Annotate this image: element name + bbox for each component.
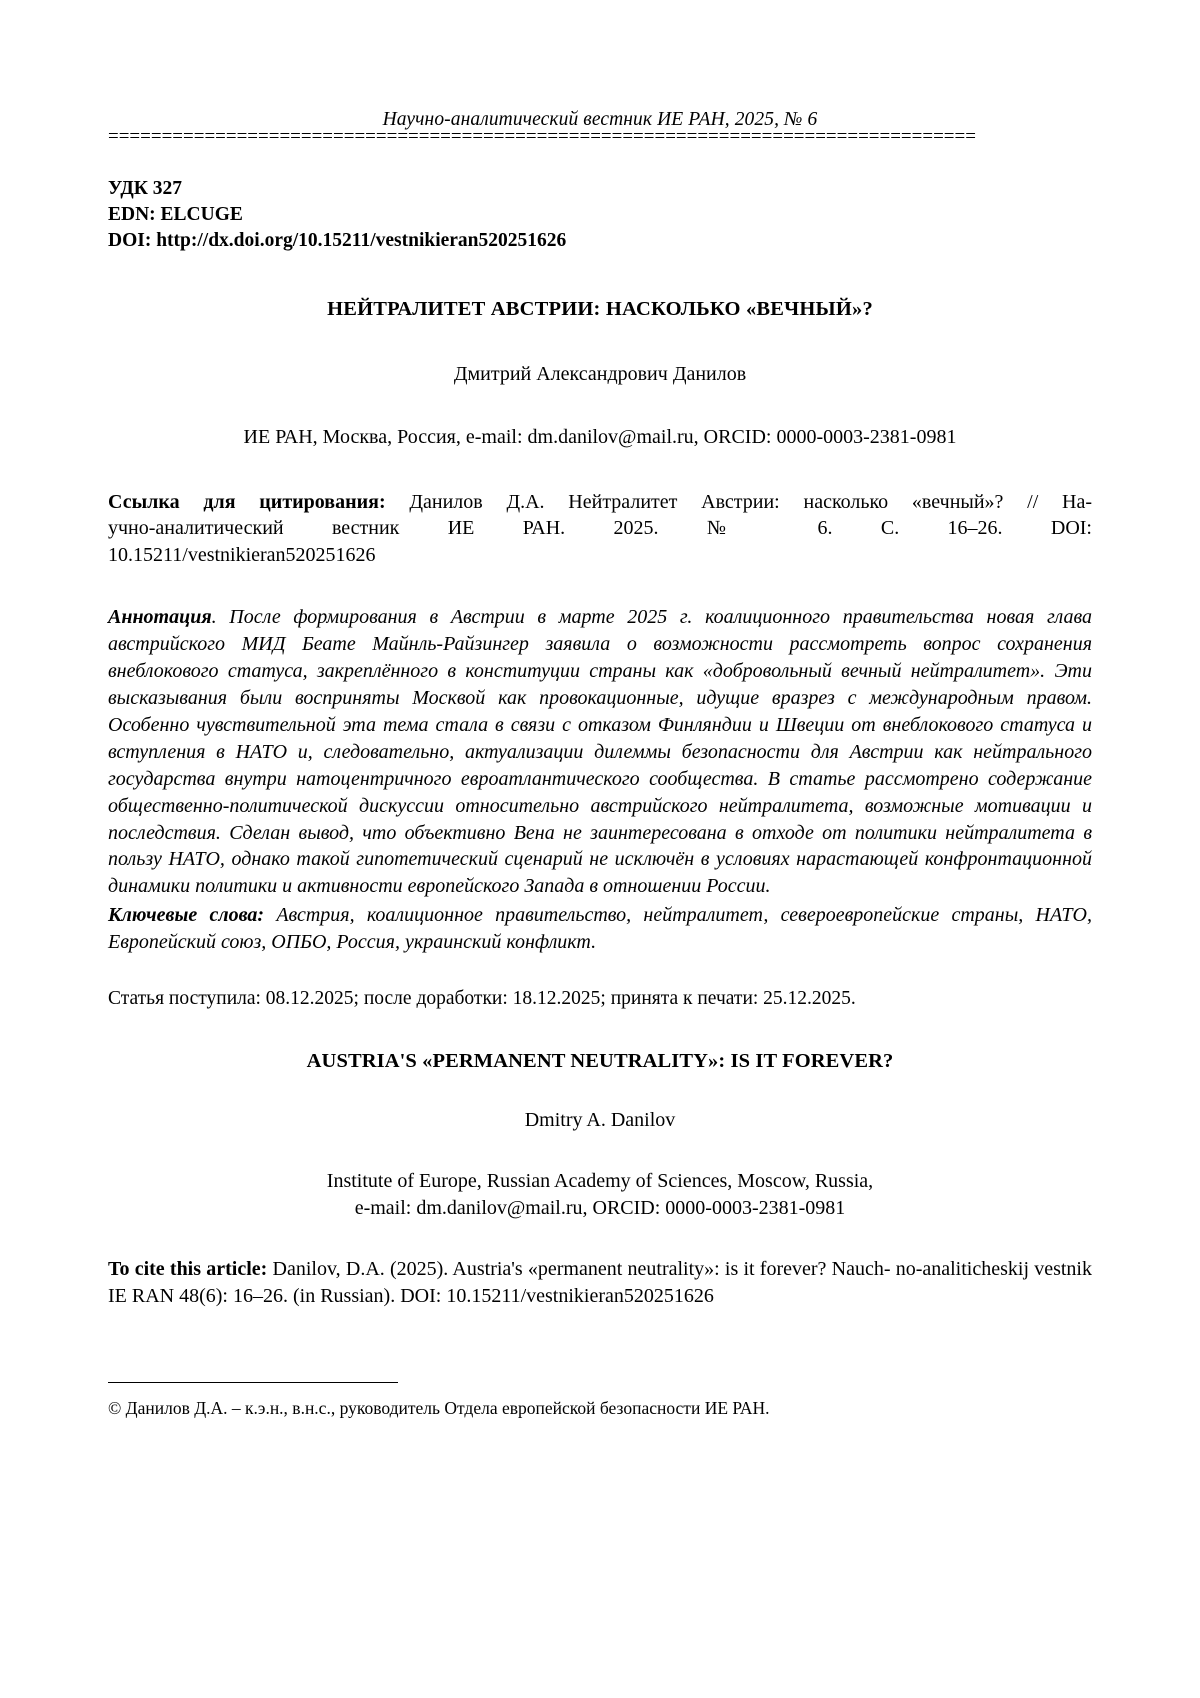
author-name-en: Dmitry A. Danilov (524, 1108, 676, 1131)
running-head: Научно-аналитический вестник ИЕ РАН, 2025, № 6 (382, 109, 818, 130)
citation-block-en (108, 1256, 1092, 1309)
cite-label-en: To cite this article: (108, 1257, 268, 1280)
edn-code: EDN: ELCUGE (108, 204, 243, 226)
submission-dates: Статья поступила: 08.12.2025; после доработки: 18.12.2025; принята к печати: 25.12.2025. (108, 987, 856, 1009)
udk-code: УДК 327 (108, 178, 183, 200)
author-name-ru: Дмитрий Александрович Данилов (453, 362, 747, 385)
affiliation-line-2: e-mail: dm.danilov@mail.ru, ORCID: 0000-0003-2381-0981 (354, 1196, 846, 1219)
cite-line-3: 10.15211/vestnikieran520251626 (446, 1284, 714, 1307)
citation-label-ru: Ссылка для цитирования: (108, 490, 386, 513)
footnote-text: © Данилов Д.А. – к.э.н., в.н.с., руководитель Отдела европейской безопасности ИЕ РАН. (108, 1398, 770, 1419)
citation-block-ru (108, 489, 1092, 569)
keywords-ru (108, 902, 1092, 956)
abstract-text-ru: . После формирования в Австрии в марте 2025 г. коалиционного правительства новая глава австрийского МИД Беате Майнль-Райзингер заявила о возможности рассмотреть вопрос сохранения внеблокового статуса, закреплённого в конституции страны как «добровольный вечный нейтралитет». Эти высказывания были восприняты Москвой как провокационные, идущие вразрез с международным правом. Особенно чувствительной эта тема стала в связи с отказом Финляндии и Швеции от внеблокового статуса и вступления в НАТО и, следовательно, актуализации дилеммы безопасности для Австрии как нейтрального государства внутри натоцентричного евроатлантического сообщества. В статье рассмотрено содержание общественно-политической дискуссии относительно австрийского нейтралитета, возможные мотивации и последствия. Сделан вывод, что объективно Вена не заинтересована в отходе от политики нейтралитета в пользу НАТО, однако такой гипотетический сценарий не исключён в условиях нарастающей конфронтационной динамики политики и активности европейского Запада в отношении России. (108, 606, 1092, 898)
keywords-label-ru: Ключевые слова: (108, 904, 265, 927)
header-divider (108, 126, 1092, 148)
citation-line-3: 10.15211/vestnikieran520251626 (108, 543, 376, 566)
cite-line-2: no-analiticheskij vestnik IE RAN 48(6): 16–26. (in Russian). DOI: (108, 1257, 1092, 1307)
abstract-ru (108, 604, 1092, 900)
page-title-en: AUSTRIA'S «PERMANENT NEUTRALITY»: IS IT FOREVER? (306, 1049, 894, 1072)
page-title-ru: НЕЙТРАЛИТЕТ АВСТРИИ: НАСКОЛЬКО «ВЕЧНЫЙ»? (327, 297, 873, 320)
footnote-area (108, 1382, 1092, 1420)
header-divider-text: ================================================================================= (108, 126, 976, 148)
doi-link[interactable]: DOI: http://dx.doi.org/10.15211/vestnikieran520251626 (108, 229, 567, 251)
footnote-separator (108, 1382, 398, 1383)
article-metadata (108, 176, 1092, 253)
abstract-label-ru: Аннотация (108, 606, 212, 629)
cite-line-1: Danilov, D.A. (2025). Austria's «permanent neutrality»: is it forever? Nauch- (267, 1257, 891, 1280)
author-affiliation-ru: ИЕ РАН, Москва, Россия, e-mail: dm.danilov@mail.ru, ORCID: 0000-0003-2381-0981 (243, 425, 957, 448)
affiliation-line-1: Institute of Europe, Russian Academy of Sciences, Moscow, Russia, (326, 1169, 874, 1192)
author-affiliation-en (108, 1168, 1092, 1222)
citation-line-2: учно-аналитический вестник ИЕ РАН. 2025. № 6. С. 16–26. DOI: (108, 517, 1092, 540)
citation-line-1: Данилов Д.А. Нейтралитет Австрии: насколько «вечный»? // На- (409, 490, 1092, 513)
keywords-text-ru: Австрия, коалиционное правительство, нейтралитет, североевропейские страны, НАТО, Европейский союз, ОПБО, Россия, украинский конфликт. (108, 904, 1092, 954)
